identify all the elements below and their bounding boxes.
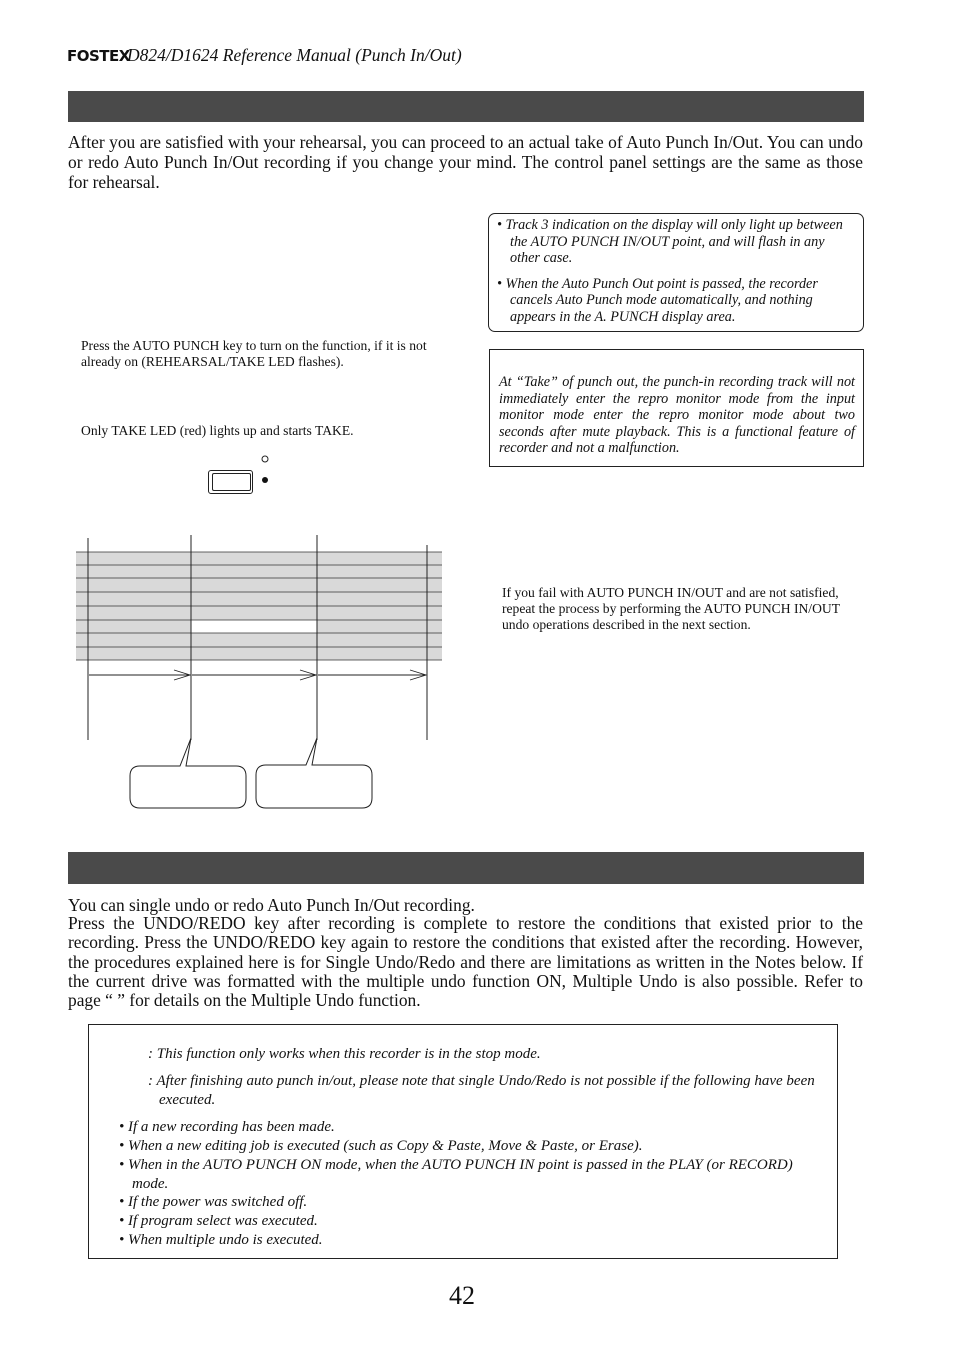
punch-region — [191, 620, 317, 633]
warning-text: At “Take” of punch out, the punch-in recording track will not immediately enter the repro monitor mode from the input monitor mode enter the repro monitor mode about two seconds after mute playback. This is a functional feature of recorder and not a malfunction. — [499, 374, 855, 457]
track-notes-list — [497, 217, 857, 335]
punch-track-diagram — [70, 530, 450, 815]
limitation-item: • If a new recording has been made. — [119, 1119, 335, 1135]
fostex-logo: FOSTEX — [67, 47, 130, 65]
take-led-icon — [262, 477, 268, 483]
note-item: • When the Auto Punch Out point is passed, the recorder cancels Auto Punch mode automatically, and nothing appears in the A. PUNCH display area. — [497, 275, 818, 325]
limitation-item: • If program select was executed. — [119, 1213, 318, 1229]
undo-para-1: You can single undo or redo Auto Punch In/Out recording. — [68, 895, 475, 915]
section-bar-undo — [68, 852, 864, 884]
fail-note: If you fail with AUTO PUNCH IN/OUT and are not satisfied, repeat the process by performing the AUTO PUNCH IN/OUT undo operations described in the next section. — [502, 585, 840, 632]
limitation-item: • When in the AUTO PUNCH ON mode, when the AUTO PUNCH IN point is passed in the PLAY (or RECORD) mode. — [119, 1157, 793, 1192]
punch-out-callout — [256, 738, 372, 808]
limitation-item: • When a new editing job is executed (such as Copy & Paste, Move & Paste, or Erase). — [119, 1138, 643, 1154]
led-indicators — [255, 452, 275, 492]
undo-para-2: Press the UNDO/REDO key after recording is complete to restore the conditions that existed prior to the recording. Press the UNDO/REDO key again to restore the conditions that existed after the recording. However, the procedures explained here is for Single Undo/Redo and there are limitations as written in the Notes below. If the current drive was formatted with the multiple undo function ON, Multiple Undo is also possible. Refer to page “ ” for details on the Multiple Undo function. — [68, 913, 863, 1011]
note-item: • Track 3 indication on the display will only light up between the AUTO PUNCH IN/OUT point, and will flash in any other case. — [497, 217, 843, 267]
take-intro: After you are satisfied with your rehearsal, you can proceed to an actual take of Auto Punch In/Out. You can undo or redo Auto Punch In/Out recording if you change your mind. The control panel settings are the same as those for rehearsal. — [68, 132, 863, 192]
section-bar-take — [68, 91, 864, 122]
limitation-item: • If the power was switched off. — [119, 1194, 308, 1210]
step-take-led: Only TAKE LED (red) lights up and starts TAKE. — [81, 423, 354, 438]
note-stop-mode: : This function only works when this recorder is in the stop mode. — [148, 1046, 541, 1062]
punch-in-callout — [130, 738, 246, 808]
take-key — [212, 473, 251, 491]
note-limitations: : After finishing auto punch in/out, please note that single Undo/Redo is not possible if the following have been executed. — [148, 1073, 815, 1108]
manual-title: D824/D1624 Reference Manual (Punch In/Out) — [127, 45, 462, 65]
page-number: 42 — [449, 1281, 475, 1310]
limitation-item: • When multiple undo is executed. — [119, 1232, 323, 1248]
step-auto-punch: Press the AUTO PUNCH key to turn on the function, if it is not already on (REHEARSAL/TAKE LED flashes). — [81, 338, 427, 369]
rehearsal-led-icon — [262, 456, 268, 462]
